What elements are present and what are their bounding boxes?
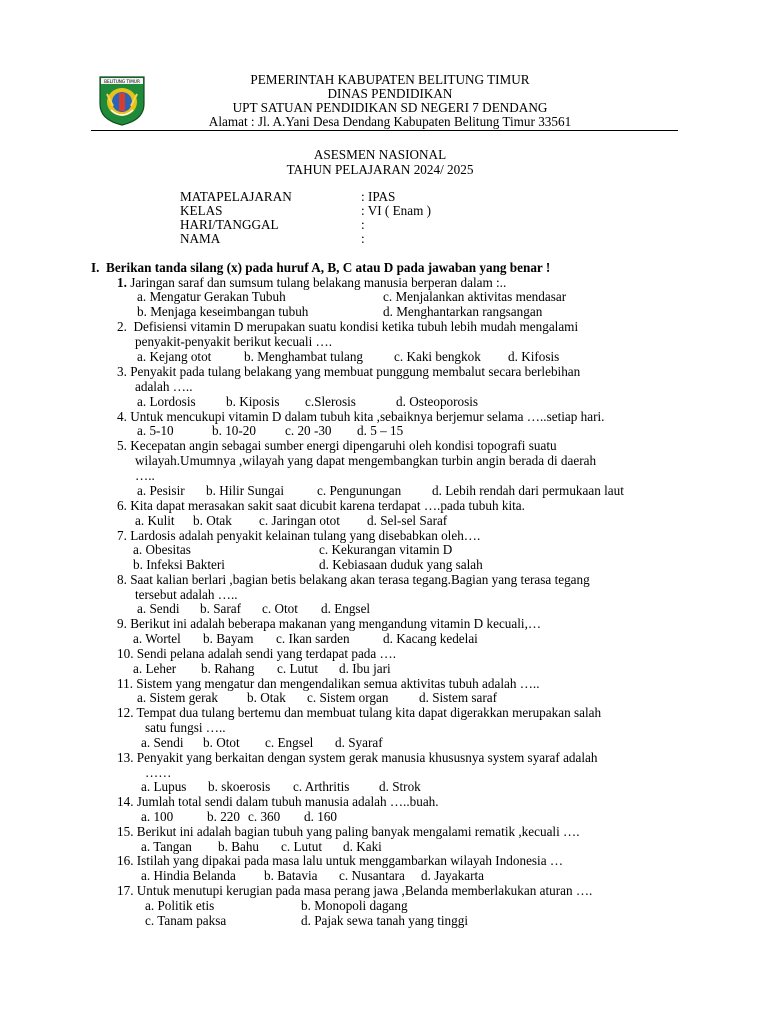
header-address: Alamat : Jl. A.Yani Desa Dendang Kabupaten Belitung Timur 33561 bbox=[208, 114, 572, 129]
text-label: Sendi bbox=[149, 601, 180, 616]
option[interactable] bbox=[421, 868, 484, 883]
text-label: Kulit bbox=[147, 513, 175, 528]
option[interactable] bbox=[301, 913, 468, 928]
text-label: Obesitas bbox=[145, 542, 191, 557]
text-label: d. bbox=[321, 601, 331, 616]
text-label: a. bbox=[133, 631, 143, 646]
text-label: d. bbox=[335, 735, 345, 750]
text-label: b. bbox=[218, 839, 228, 854]
text-label: d. bbox=[319, 557, 329, 572]
text-label: Slerosis bbox=[314, 394, 356, 409]
text-label: 5. bbox=[117, 438, 127, 453]
text-label: Sendi pelana adalah sendi yang terdapat pada …. bbox=[136, 646, 397, 661]
question-1-stem bbox=[117, 275, 506, 290]
text-label: 9. bbox=[117, 616, 127, 631]
option[interactable] bbox=[304, 809, 337, 824]
text-label: 20 -30 bbox=[297, 423, 332, 438]
header-department: DINAS PENDIDIKAN bbox=[327, 86, 453, 101]
text-label: Batavia bbox=[277, 868, 318, 883]
option[interactable] bbox=[212, 423, 256, 438]
text-label: 17. bbox=[117, 883, 134, 898]
option[interactable] bbox=[248, 809, 280, 824]
text-label: d. bbox=[508, 349, 518, 364]
question-3-stem-cont: adalah ….. bbox=[135, 379, 193, 394]
option[interactable] bbox=[137, 423, 174, 438]
text-label: Otak bbox=[206, 513, 232, 528]
text-label: a. bbox=[137, 483, 147, 498]
text-label: Tangan bbox=[153, 839, 192, 854]
exam-title: ASESMEN NASIONAL bbox=[313, 147, 447, 162]
option[interactable] bbox=[137, 349, 211, 364]
text-label: 15. bbox=[117, 824, 134, 839]
text-label: Kita dapat merasakan sakit saat dicubit karena terdapat ….pada tubuh kita. bbox=[130, 498, 525, 513]
field-label-name: NAMA bbox=[180, 231, 221, 246]
text-label: Kiposis bbox=[239, 394, 280, 409]
option[interactable] bbox=[133, 631, 181, 646]
text-label: 7. bbox=[117, 528, 127, 543]
text-label: Untuk mencukupi vitamin D dalam tubuh kita ,sebaiknya berjemur selama …..setiap hari. bbox=[130, 409, 605, 424]
text-label: Kifosis bbox=[521, 349, 560, 364]
option[interactable] bbox=[141, 868, 236, 883]
text-label: Pajak sewa tanah yang tinggi bbox=[314, 913, 469, 928]
option[interactable] bbox=[247, 690, 286, 705]
question-2-stem-cont: penyakit-penyakit berikut kecuali …. bbox=[135, 334, 333, 349]
text-label: Pengunungan bbox=[329, 483, 402, 498]
text-label: Kacang kedelai bbox=[396, 631, 478, 646]
text-label: b. bbox=[200, 601, 210, 616]
option[interactable] bbox=[285, 423, 332, 438]
text-label: a. bbox=[137, 423, 147, 438]
text-label: Wortel bbox=[145, 631, 181, 646]
option[interactable] bbox=[339, 868, 405, 883]
text-label: a. bbox=[137, 349, 147, 364]
text-label: c. bbox=[262, 601, 272, 616]
question-17-stem bbox=[117, 883, 592, 898]
text-label: Bayam bbox=[216, 631, 254, 646]
text-label: a. bbox=[141, 809, 151, 824]
option[interactable] bbox=[141, 735, 184, 750]
option[interactable] bbox=[207, 809, 240, 824]
text-label: c. bbox=[265, 735, 275, 750]
text-label: a. bbox=[133, 542, 143, 557]
option[interactable] bbox=[200, 601, 241, 616]
text-label: Menghambat tulang bbox=[257, 349, 364, 364]
field-value-name: : bbox=[361, 231, 365, 246]
header-school: UPT SATUAN PENDIDIKAN SD NEGERI 7 DENDANG bbox=[232, 100, 548, 115]
text-label: Saat kalian berlari ,bagian betis belakang akan terasa tegang.Bagian yang terasa tegang bbox=[130, 572, 590, 587]
text-label: c. bbox=[339, 868, 349, 883]
text-label: a. bbox=[133, 661, 143, 676]
option[interactable] bbox=[193, 513, 232, 528]
text-label: a. bbox=[141, 735, 151, 750]
text-label: Mengatur Gerakan Tubuh bbox=[149, 289, 286, 304]
text-label: d. bbox=[383, 631, 393, 646]
question-text: Jaringan saraf dan sumsum tulang belakang manusia berperan dalam :.. bbox=[130, 275, 507, 290]
text-label: Sistem organ bbox=[319, 690, 389, 705]
option[interactable] bbox=[277, 661, 318, 676]
question-5-stem-cont: ….. bbox=[135, 468, 155, 483]
field-label-date: HARI/TANGGAL bbox=[180, 217, 279, 232]
section-number: I. bbox=[91, 260, 100, 275]
text-label: Sistem gerak bbox=[149, 690, 218, 705]
question-8-stem bbox=[117, 572, 590, 587]
text-label: Hindia Belanda bbox=[153, 868, 236, 883]
option[interactable] bbox=[203, 735, 240, 750]
text-label: b. bbox=[206, 483, 216, 498]
text-label: Nusantara bbox=[351, 868, 405, 883]
option[interactable] bbox=[145, 898, 214, 913]
text-label: Lebih rendah dari permukaan laut bbox=[445, 483, 624, 498]
text-label: b. bbox=[133, 557, 143, 572]
text-label: Kebiasaan duduk yang salah bbox=[332, 557, 483, 572]
question-3-stem bbox=[117, 364, 580, 379]
option[interactable] bbox=[383, 304, 542, 319]
option[interactable] bbox=[145, 913, 226, 928]
question-4-stem bbox=[117, 409, 604, 424]
question-7-stem bbox=[117, 528, 480, 543]
text-label: Menjalankan aktivitas mendasar bbox=[395, 289, 567, 304]
option[interactable] bbox=[293, 779, 349, 794]
option[interactable] bbox=[137, 690, 218, 705]
text-label: Jaringan otot bbox=[271, 513, 340, 528]
option[interactable] bbox=[508, 349, 559, 364]
text-label: b. bbox=[264, 868, 274, 883]
question-number: 1. bbox=[117, 275, 127, 290]
option[interactable] bbox=[141, 779, 186, 794]
option[interactable] bbox=[301, 898, 408, 913]
option[interactable] bbox=[343, 839, 382, 854]
field-label-subject: MATAPELAJARAN bbox=[180, 189, 292, 204]
text-label: c. bbox=[259, 513, 269, 528]
text-label: Lordosis bbox=[149, 394, 196, 409]
text-label: Ikan sarden bbox=[288, 631, 350, 646]
option[interactable] bbox=[244, 349, 363, 364]
text-label: Sistem saraf bbox=[432, 690, 498, 705]
text-label: a. bbox=[137, 690, 147, 705]
option[interactable] bbox=[206, 483, 284, 498]
question-2-stem bbox=[117, 319, 578, 334]
field-label-class: KELAS bbox=[180, 203, 223, 218]
question-11-stem bbox=[117, 676, 540, 691]
text-label: Politik etis bbox=[157, 898, 215, 913]
text-label: d. bbox=[383, 304, 393, 319]
option[interactable] bbox=[218, 839, 259, 854]
question-8-stem-cont: tersebut adalah ….. bbox=[135, 587, 238, 602]
option[interactable] bbox=[137, 289, 286, 304]
option[interactable] bbox=[262, 601, 298, 616]
text-label: d. bbox=[432, 483, 442, 498]
text-label: a. bbox=[135, 513, 145, 528]
section-instruction bbox=[91, 260, 550, 276]
text-label: c. bbox=[319, 542, 329, 557]
option[interactable] bbox=[367, 513, 447, 528]
text-label: 3. bbox=[117, 364, 127, 379]
option[interactable] bbox=[335, 735, 383, 750]
question-5-stem bbox=[117, 438, 557, 453]
text-label: 2. bbox=[117, 319, 127, 334]
text-label: c. bbox=[248, 809, 258, 824]
question-10-stem bbox=[117, 646, 396, 661]
text-label: d. bbox=[301, 913, 311, 928]
text-label: Otot bbox=[274, 601, 298, 616]
text-label: Kecepatan angin sebagai sumber energi dipengaruhi oleh kondisi topografi suatu bbox=[130, 438, 557, 453]
text-label: Berikut ini adalah bagian tubuh yang paling banyak mengalami rematik ,kecuali …. bbox=[136, 824, 580, 839]
text-label: skoerosis bbox=[221, 779, 271, 794]
text-label: 10-20 bbox=[225, 423, 256, 438]
text-label: Strok bbox=[392, 779, 421, 794]
text-label: Tempat dua tulang bertemu dan membuat tulang kita dapat digerakkan merupakan salah bbox=[136, 705, 602, 720]
question-6-stem bbox=[117, 498, 525, 513]
text-label: Kaki bbox=[356, 839, 382, 854]
text-label: 220 bbox=[220, 809, 240, 824]
field-value-date: : bbox=[361, 217, 365, 232]
option[interactable] bbox=[432, 483, 624, 498]
text-label: 100 bbox=[153, 809, 174, 824]
text-label: b. bbox=[301, 898, 311, 913]
text-label: Istilah yang dipakai pada masa lalu untuk menggambarkan wilayah Indonesia … bbox=[136, 853, 564, 868]
text-label: d. bbox=[379, 779, 389, 794]
text-label: Untuk menutupi kerugian pada masa perang jawa ,Belanda memberlakukan aturan …. bbox=[136, 883, 593, 898]
text-label: d. bbox=[421, 868, 431, 883]
text-label: Saraf bbox=[213, 601, 242, 616]
text-label: b. bbox=[226, 394, 236, 409]
text-label: c. bbox=[293, 779, 303, 794]
text-label: b. bbox=[137, 304, 147, 319]
option[interactable] bbox=[305, 394, 356, 409]
text-label: d. bbox=[343, 839, 353, 854]
option[interactable] bbox=[419, 690, 497, 705]
option[interactable] bbox=[383, 631, 478, 646]
option[interactable] bbox=[317, 483, 401, 498]
option[interactable] bbox=[264, 868, 317, 883]
text-label: Sistem yang mengatur dan mengendalikan semua aktivitas tubuh adalah ….. bbox=[136, 676, 540, 691]
question-5-stem-cont: wilayah.Umumnya ,wilayah yang dapat mengembangkan turbin angin berada di daerah bbox=[135, 453, 597, 468]
text-label: Bahu bbox=[231, 839, 260, 854]
text-label: Lupus bbox=[153, 779, 187, 794]
option[interactable] bbox=[396, 394, 478, 409]
option[interactable] bbox=[141, 809, 173, 824]
text-label: Tanam paksa bbox=[157, 913, 227, 928]
text-label: 12. bbox=[117, 705, 134, 720]
text-label: Menjaga keseimbangan tubuh bbox=[150, 304, 309, 319]
text-label: b. bbox=[244, 349, 254, 364]
option[interactable] bbox=[137, 601, 180, 616]
text-label: Pesisir bbox=[149, 483, 185, 498]
option[interactable] bbox=[383, 289, 566, 304]
text-label: Lardosis adalah penyakit kelainan tulang yang disebabkan oleh…. bbox=[130, 528, 481, 543]
text-label: c. bbox=[281, 839, 291, 854]
text-label: a. bbox=[145, 898, 155, 913]
option[interactable] bbox=[201, 661, 254, 676]
text-label: Sel-sel Saraf bbox=[380, 513, 448, 528]
header-government: PEMERINTAH KABUPATEN BELITUNG TIMUR bbox=[250, 72, 530, 87]
text-label: b. bbox=[203, 735, 213, 750]
text-label: Rahang bbox=[214, 661, 255, 676]
text-label: d. bbox=[339, 661, 349, 676]
text-label: Lutut bbox=[289, 661, 319, 676]
question-15-stem bbox=[117, 824, 580, 839]
text-label: Jayakarta bbox=[434, 868, 484, 883]
text-label: Sendi bbox=[153, 735, 184, 750]
option[interactable] bbox=[137, 483, 185, 498]
question-16-stem bbox=[117, 853, 563, 868]
text-label: d. bbox=[419, 690, 429, 705]
regency-logo bbox=[99, 76, 145, 126]
text-label: c. bbox=[394, 349, 404, 364]
text-label: b. bbox=[247, 690, 257, 705]
text-label: 6. bbox=[117, 498, 127, 513]
text-label: Ibu jari bbox=[352, 661, 391, 676]
option[interactable] bbox=[137, 394, 196, 409]
option[interactable] bbox=[339, 661, 391, 676]
text-label: a. bbox=[141, 868, 151, 883]
text-label: 14. bbox=[117, 794, 134, 809]
text-label: Otak bbox=[260, 690, 286, 705]
text-label: Kaki bengkok bbox=[406, 349, 481, 364]
option[interactable] bbox=[133, 557, 225, 572]
option[interactable] bbox=[307, 690, 388, 705]
text-label: 13. bbox=[117, 750, 134, 765]
text-label: a. bbox=[137, 289, 147, 304]
text-label: Penyakit pada tulang belakang yang membuat punggung membalut secara berlebihan bbox=[130, 364, 581, 379]
text-label: b. bbox=[201, 661, 211, 676]
text-label: Infeksi Bakteri bbox=[146, 557, 225, 572]
option[interactable] bbox=[133, 661, 176, 676]
text-label: 10. bbox=[117, 646, 134, 661]
question-12-stem-cont: satu fungsi ….. bbox=[145, 720, 226, 735]
text-label: c. bbox=[383, 289, 393, 304]
text-label: Lutut bbox=[293, 839, 323, 854]
option[interactable] bbox=[394, 349, 481, 364]
text-label: 4. bbox=[117, 409, 127, 424]
option[interactable] bbox=[226, 394, 280, 409]
header-divider bbox=[91, 130, 678, 131]
text-label: 11. bbox=[117, 676, 133, 691]
text-label: a. bbox=[137, 394, 147, 409]
text-label: c. bbox=[305, 394, 315, 409]
text-label: c. bbox=[276, 631, 286, 646]
text-label: Monopoli dagang bbox=[314, 898, 408, 913]
text-label: Leher bbox=[145, 661, 177, 676]
field-value-class: : VI ( Enam ) bbox=[361, 203, 432, 218]
text-label: Berikut ini adalah beberapa makanan yang mengandung vitamin D kecuali,… bbox=[130, 616, 542, 631]
text-label: 360 bbox=[260, 809, 281, 824]
option[interactable] bbox=[281, 839, 322, 854]
option[interactable] bbox=[141, 839, 192, 854]
option[interactable] bbox=[203, 631, 254, 646]
text-label: b. bbox=[203, 631, 213, 646]
text-label: Arthritis bbox=[304, 779, 350, 794]
text-label: a. bbox=[141, 779, 151, 794]
text-label: d. bbox=[304, 809, 314, 824]
text-label: 16. bbox=[117, 853, 134, 868]
option[interactable] bbox=[379, 779, 421, 794]
text-label: c. bbox=[277, 661, 287, 676]
text-label: Engsel bbox=[277, 735, 314, 750]
text-label: d. bbox=[396, 394, 406, 409]
option[interactable] bbox=[137, 304, 308, 319]
option[interactable] bbox=[276, 631, 350, 646]
option[interactable] bbox=[208, 779, 270, 794]
text-label: a. bbox=[141, 839, 151, 854]
section-text: Berikan tanda silang (x) pada huruf A, B, C atau D pada jawaban yang benar ! bbox=[106, 260, 551, 275]
text-label: 160 bbox=[317, 809, 337, 824]
text-label: Engsel bbox=[334, 601, 371, 616]
question-13-stem bbox=[117, 750, 597, 765]
question-12-stem bbox=[117, 705, 601, 720]
question-9-stem bbox=[117, 616, 541, 631]
text-label: Kejang otot bbox=[149, 349, 212, 364]
text-label: 8. bbox=[117, 572, 127, 587]
field-value-subject: : IPAS bbox=[361, 189, 396, 204]
text-label: a. bbox=[137, 601, 147, 616]
text-label: d. bbox=[357, 423, 367, 438]
logo-text: BELITUNG TIMUR bbox=[104, 79, 140, 84]
text-label: Penyakit yang berkaitan dengan system gerak manusia khususnya system syaraf adalah bbox=[136, 750, 598, 765]
option[interactable] bbox=[319, 542, 452, 557]
question-14-stem bbox=[117, 794, 439, 809]
text-label: b. bbox=[193, 513, 203, 528]
text-label: c. bbox=[285, 423, 295, 438]
text-label: c. bbox=[145, 913, 155, 928]
text-label: 5 – 15 bbox=[370, 423, 404, 438]
option[interactable] bbox=[319, 557, 483, 572]
text-label: c. bbox=[317, 483, 327, 498]
text-label: Osteoporosis bbox=[409, 394, 479, 409]
text-label: Jumlah total sendi dalam tubuh manusia adalah …..buah. bbox=[136, 794, 439, 809]
option[interactable] bbox=[133, 542, 191, 557]
text-label: 5-10 bbox=[149, 423, 174, 438]
option[interactable] bbox=[135, 513, 175, 528]
exam-year: TAHUN PELAJARAN 2024/ 2025 bbox=[286, 162, 474, 177]
text-label: b. bbox=[212, 423, 222, 438]
text-label: c. bbox=[307, 690, 317, 705]
text-label: d. bbox=[367, 513, 377, 528]
text-label: b. bbox=[208, 779, 218, 794]
text-label: Hilir Sungai bbox=[219, 483, 285, 498]
text-label: Kekurangan vitamin D bbox=[331, 542, 453, 557]
option[interactable] bbox=[321, 601, 370, 616]
option[interactable] bbox=[357, 423, 403, 438]
text-label: Menghantarkan rangsangan bbox=[396, 304, 543, 319]
option[interactable] bbox=[259, 513, 340, 528]
text-label: Otot bbox=[216, 735, 240, 750]
text-label: b. bbox=[207, 809, 217, 824]
question-13-stem-cont: …… bbox=[145, 765, 172, 780]
option[interactable] bbox=[265, 735, 313, 750]
text-label: Syaraf bbox=[348, 735, 383, 750]
text-label: Defisiensi vitamin D merupakan suatu kondisi ketika tubuh lebih mudah mengalami bbox=[133, 319, 579, 334]
